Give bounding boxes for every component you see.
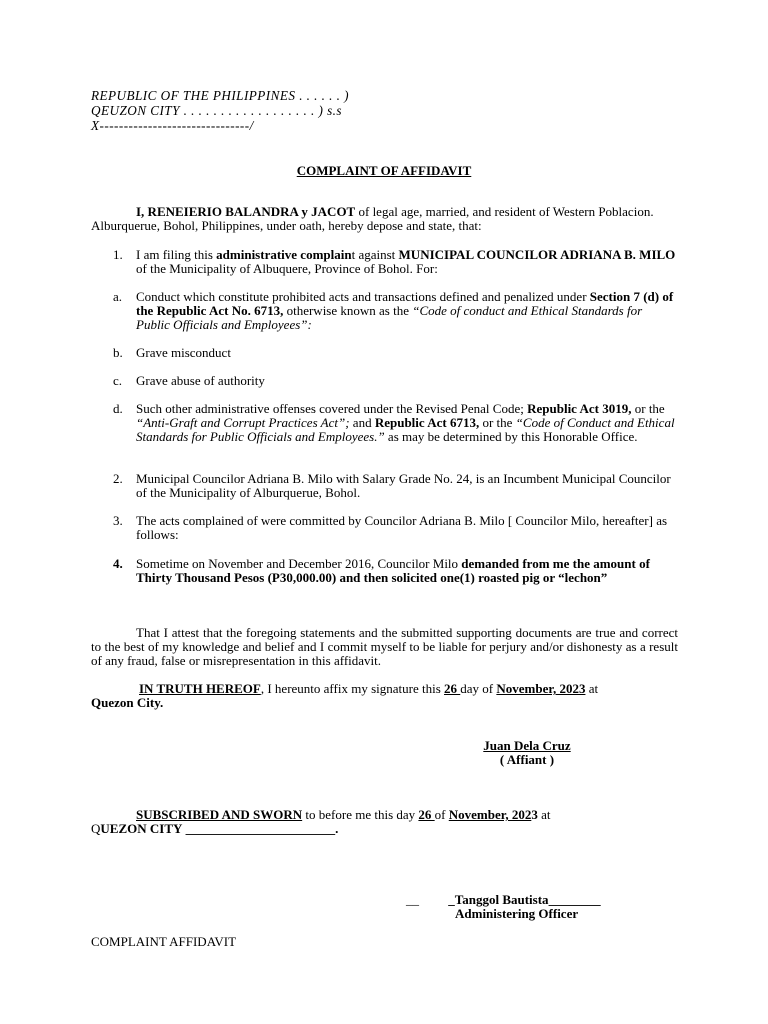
sworn-month-year: November, 202 <box>448 807 532 822</box>
item-text: Such other administrative offenses covered under the Revised Penal Code; <box>136 401 528 416</box>
list-item-a <box>91 290 679 332</box>
item-bold: Republic Act 3019, <box>527 401 632 416</box>
truth-text: at <box>585 681 599 696</box>
signing-place: Quezon City. <box>91 695 164 710</box>
item-text: as may be determined by this Honorable Office. <box>384 429 638 444</box>
list-item-3 <box>91 514 679 542</box>
truth-text: day of <box>460 681 497 696</box>
footer-label: COMPLAINT AFFIDAVIT <box>91 934 237 949</box>
venue-line-separator: X-------------------------------/ <box>91 118 254 133</box>
sworn-text: to before me this day <box>302 807 419 822</box>
affiant-name: Juan Dela Cruz <box>483 738 571 753</box>
sworn-text: of <box>434 807 449 822</box>
intro-paragraph <box>91 205 679 233</box>
item-text: or the <box>631 401 665 416</box>
officer-role: Administering Officer <box>455 906 579 921</box>
item-text: Grave misconduct <box>136 345 231 360</box>
truth-heading: IN TRUTH HEREOF <box>139 681 261 696</box>
list-item-d <box>91 402 679 444</box>
sworn-place: UEZON CITY <box>100 821 183 836</box>
list-item-1 <box>91 248 679 276</box>
sworn-place-initial: Q <box>91 821 101 836</box>
sworn-text: at <box>537 807 551 822</box>
signing-month-year: November, 2023 <box>496 681 586 696</box>
item-text: otherwise known as the <box>283 303 413 318</box>
officer-suffix-line: ________ <box>548 892 601 907</box>
affiant-full-name: I, RENEIERIO BALANDRA y JACOT <box>136 204 356 219</box>
truth-hereof-paragraph <box>91 682 683 710</box>
officer-signature-block <box>406 893 601 921</box>
item-text: and <box>349 415 375 430</box>
affiant-role: ( Affiant ) <box>499 752 555 767</box>
venue-line-republic: REPUBLIC OF THE PHILIPPINES . . . . . . ) <box>91 88 349 103</box>
item-text: Grave abuse of authority <box>136 373 265 388</box>
list-item-2 <box>91 472 679 500</box>
item-text: t against <box>351 247 399 262</box>
respondent-name: MUNICIPAL COUNCILOR ADRIANA B. MILO <box>398 247 676 262</box>
item-number: 1. <box>113 247 123 262</box>
item-bold: demanded from me the amount of Thirty Thousand Pesos (P30,000.00) and then solicited one(1) roasted pig or “lechon” <box>136 556 650 585</box>
item-italic: “Code of conduct and Ethical Standards for Public Officials and Employees”: <box>136 303 643 332</box>
item-bold: administrative complain <box>216 247 352 262</box>
venue-line-city: QEUZON CITY . . . . . . . . . . . . . . . . . . ) s.s <box>91 103 342 118</box>
item-italic: “Anti-Graft and Corrupt Practices Act”; <box>136 415 350 430</box>
item-number: 3. <box>113 513 123 528</box>
item-bold: Section 7 (d) of the Republic Act No. 6713, <box>136 289 674 318</box>
subscribed-sworn-paragraph <box>91 808 683 836</box>
item-italic: “Code of Conduct and Ethical Standards for Public Officials and Employees.” <box>136 415 675 444</box>
item-letter: d. <box>113 401 123 416</box>
item-number: 4. <box>113 556 123 571</box>
sworn-day: 26 <box>418 807 435 822</box>
item-text: Sometime on November and December 2016, Councilor Milo <box>136 556 462 571</box>
item-text: Municipal Councilor Adriana B. Milo with Salary Grade No. 24, is an Incumbent Municipal Councilor of the Municipality of Alburquerue, Bohol. <box>136 471 671 500</box>
sworn-heading: SUBSCRIBED AND SWORN <box>136 807 303 822</box>
sworn-end: . <box>335 821 339 836</box>
list-item-4 <box>91 557 679 585</box>
item-letter: b. <box>113 345 123 360</box>
list-item-c <box>91 374 679 388</box>
officer-name: _Tanggol Bautista <box>448 892 549 907</box>
item-letter: c. <box>113 373 123 388</box>
item-bold: Republic Act 6713, <box>374 415 480 430</box>
venue-block <box>91 88 349 133</box>
signing-day: 26 <box>444 681 461 696</box>
sworn-year-end: 3 <box>531 807 538 822</box>
item-text: I am filing this <box>136 247 217 262</box>
item-text: The acts complained of were committed by Councilor Adriana B. Milo [ Councilor Milo, hereafter] as follows: <box>136 513 668 542</box>
affiant-signature-block <box>471 739 583 767</box>
item-number: 2. <box>113 471 123 486</box>
officer-prefix-line: __ <box>406 892 449 907</box>
item-text: of the Municipality of Albuquere, Province of Bohol. For: <box>136 261 438 276</box>
item-text: Conduct which constitute prohibited acts and transactions defined and penalized under <box>136 289 590 304</box>
intro-text: of legal age, married, and resident of Western Poblacion. Alburquerue, Bohol, Philippines, under oath, hereby depose and state, that: <box>91 204 654 233</box>
list-item-b <box>91 346 679 360</box>
document-title: COMPLAINT OF AFFIDAVIT <box>296 163 472 178</box>
truth-text: , I hereunto affix my signature this <box>260 681 445 696</box>
item-text: or the <box>479 415 516 430</box>
attestation-paragraph: That I attest that the foregoing statements and the submitted supporting documents are true and correct to the best of my knowledge and belief and I commit myself to be liable for perjury and/or dishonesty as a result of any fraud, false or misrepresentation in this affidavit. <box>91 625 678 668</box>
item-letter: a. <box>113 289 123 304</box>
sworn-place-blank: _______________________ <box>185 821 336 836</box>
